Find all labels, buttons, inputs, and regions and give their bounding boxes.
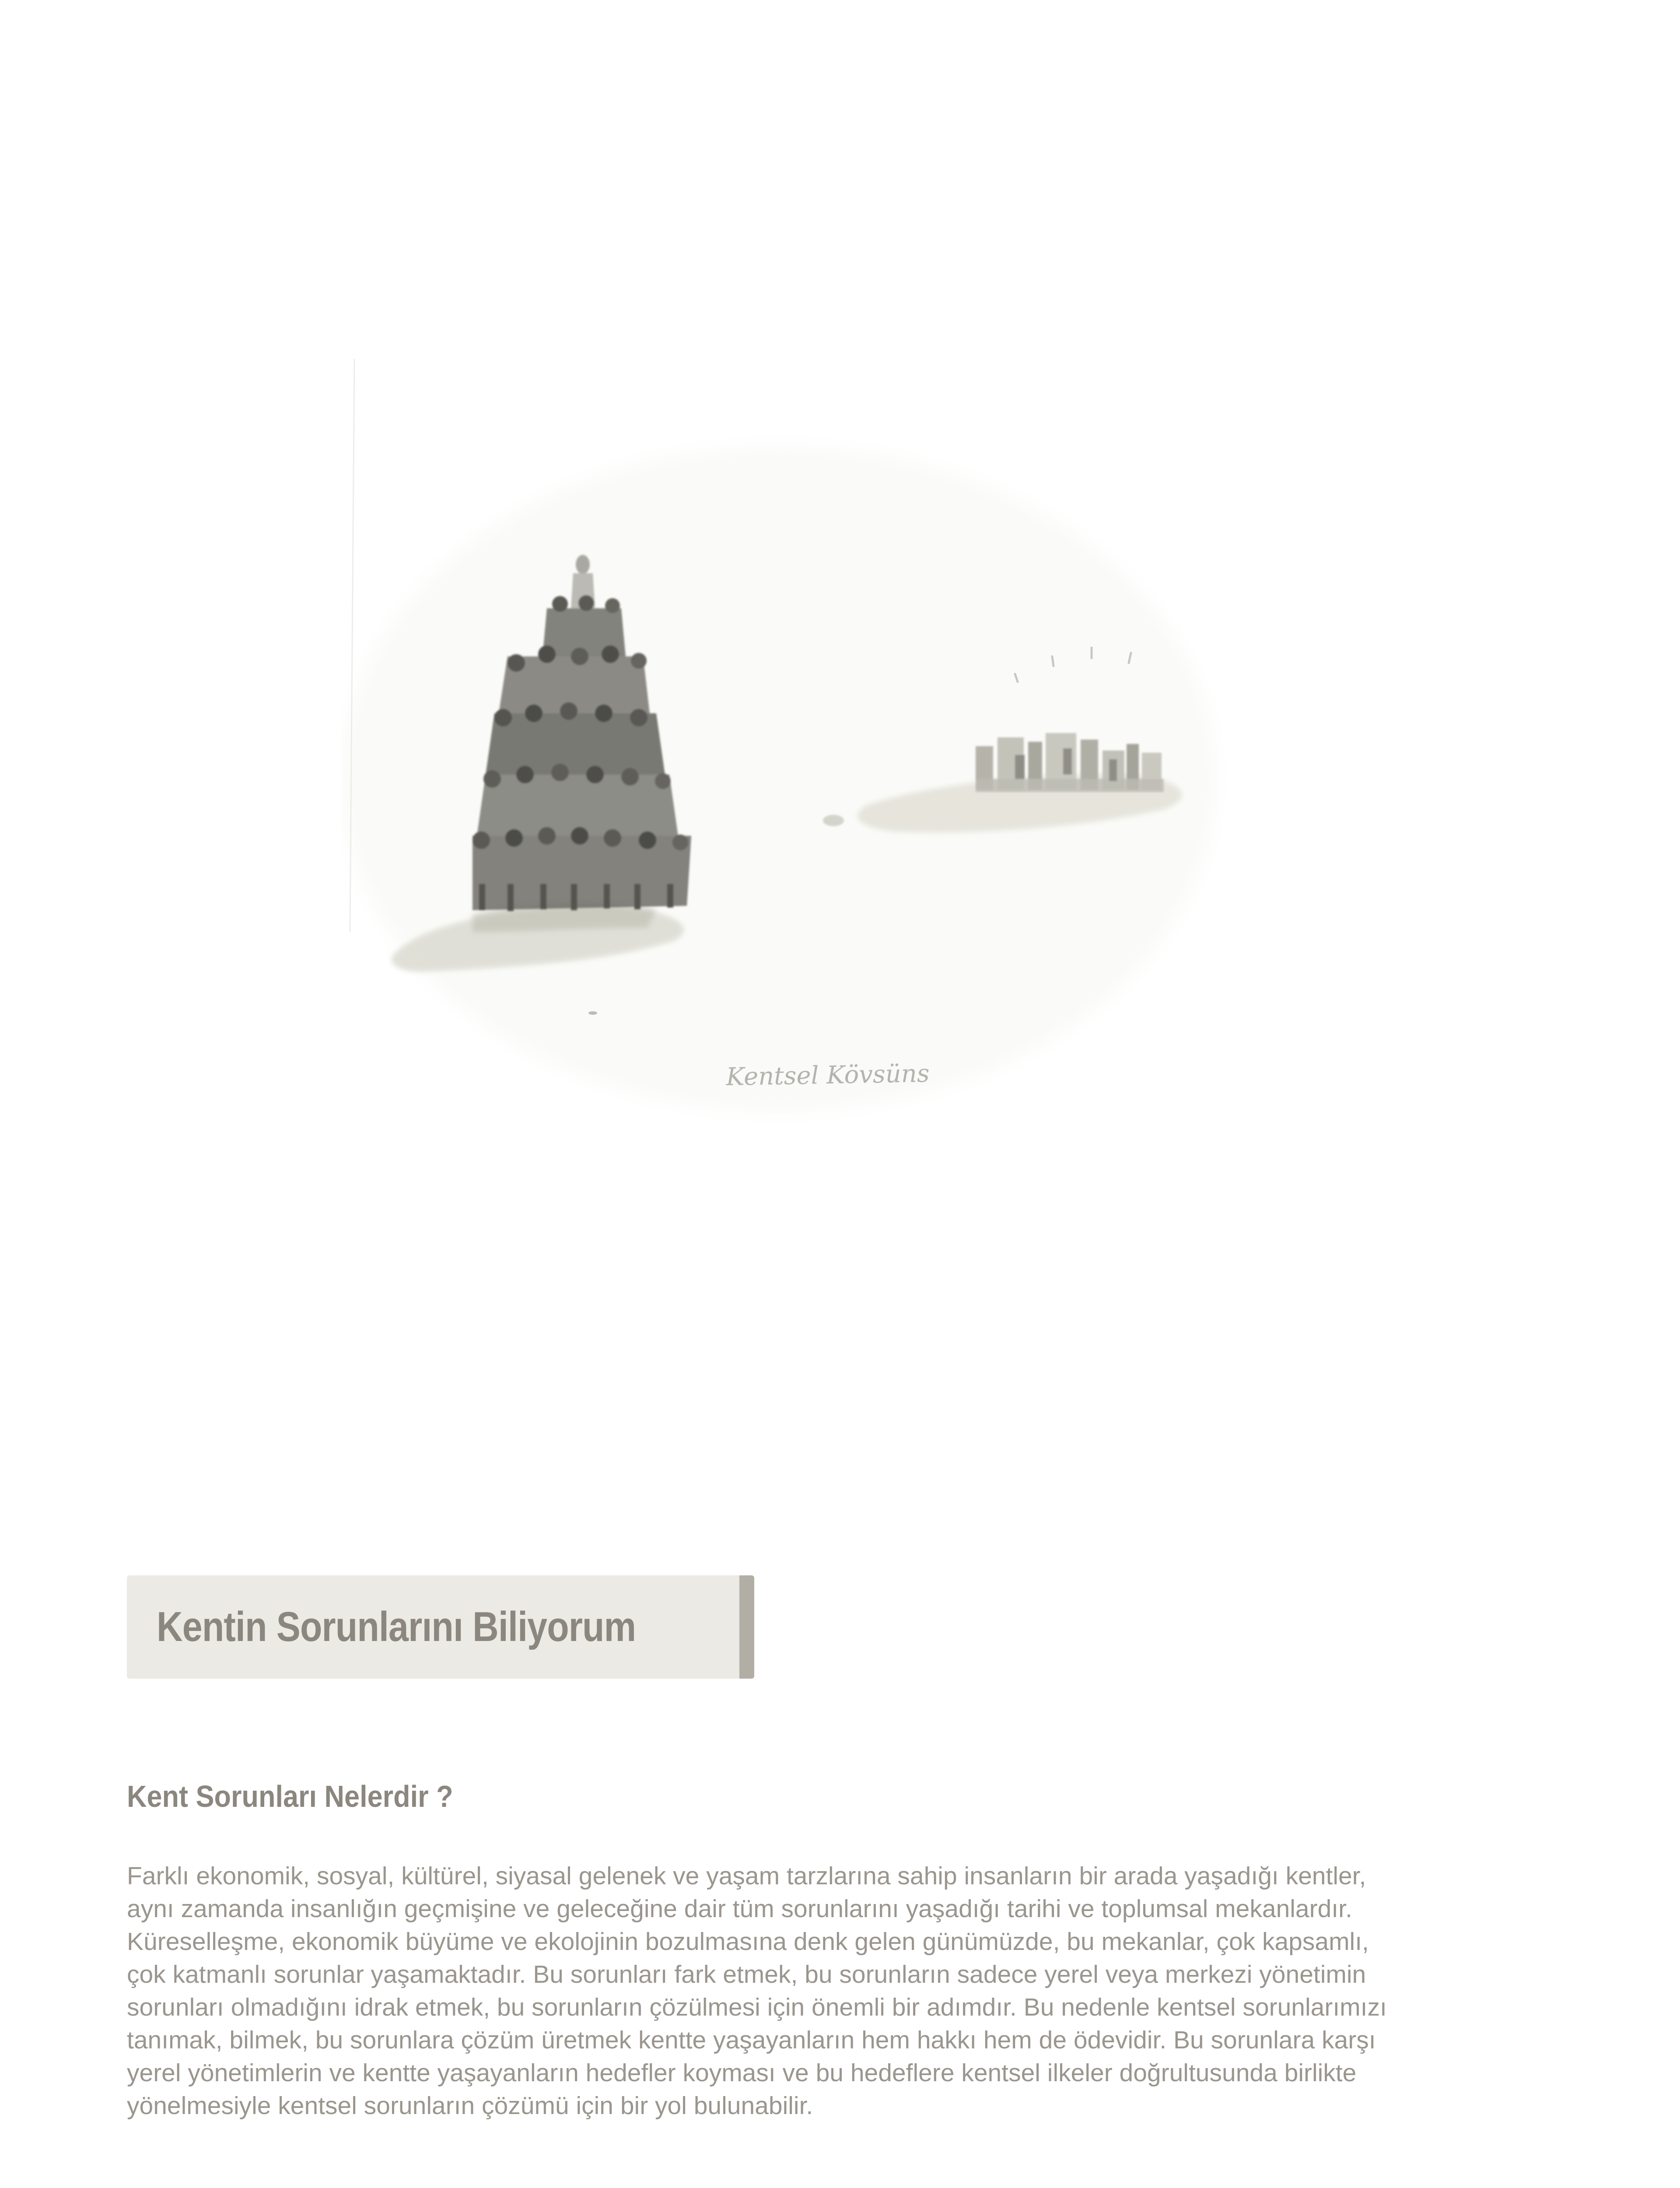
section-title-box (127, 1575, 754, 1679)
body-paragraph (127, 1860, 1571, 2122)
content-heading: Kent Sorunları Nelerdir ? (127, 1779, 453, 1813)
watercolor-illustration (341, 341, 1286, 1147)
body-line: tanımak, bilmek, bu sorunlara çözüm üretmek kentte yaşayanların hem hakkı hem de ödevidir. Bu sorunlara karşı (127, 2026, 1376, 2054)
small-stone (823, 815, 844, 826)
ink-dot (588, 1011, 597, 1015)
body-line: Küreselleşme, ekonomik büyüme ve ekolojinin bozulmasına denk gelen günümüzde, bu mekanlar, çok kapsamlı, (127, 1928, 1369, 1956)
body-line: yerel yönetimlerin ve kentte yaşayanların hedefler koyması ve bu hedeflere kentsel ilkeler doğrultusunda birlikte (127, 2059, 1357, 2087)
body-line: yönelmesiyle kentsel sorunların çözümü için bir yol bulunabilir. (127, 2092, 813, 2120)
body-line: çok katmanlı sorunlar yaşamaktadır. Bu sorunları fark etmek, bu sorunların sadece yerel veya merkezi yönetimin (127, 1960, 1366, 1988)
body-line: Farklı ekonomik, sosyal, kültürel, siyasal gelenek ve yaşam tarzlarına sahip insanların bir arada yaşadığı kentler, (127, 1862, 1366, 1890)
illustration-caption: Kentsel Kövsüns (726, 1059, 930, 1091)
body-line: sorunları olmadığını idrak etmek, bu sorunların çözülmesi için önemli bir adımdır. Bu nedenle kentsel sorunlarımızı (127, 1993, 1387, 2021)
section-title: Kentin Sorunlarını Biliyorum (157, 1603, 636, 1650)
body-line: aynı zamanda insanlığın geçmişine ve geleceğine dair tüm sorunlarını yaşadığı tarihi ve toplumsal mekanlardır. (127, 1895, 1352, 1923)
illustration-svg (341, 341, 1286, 1147)
